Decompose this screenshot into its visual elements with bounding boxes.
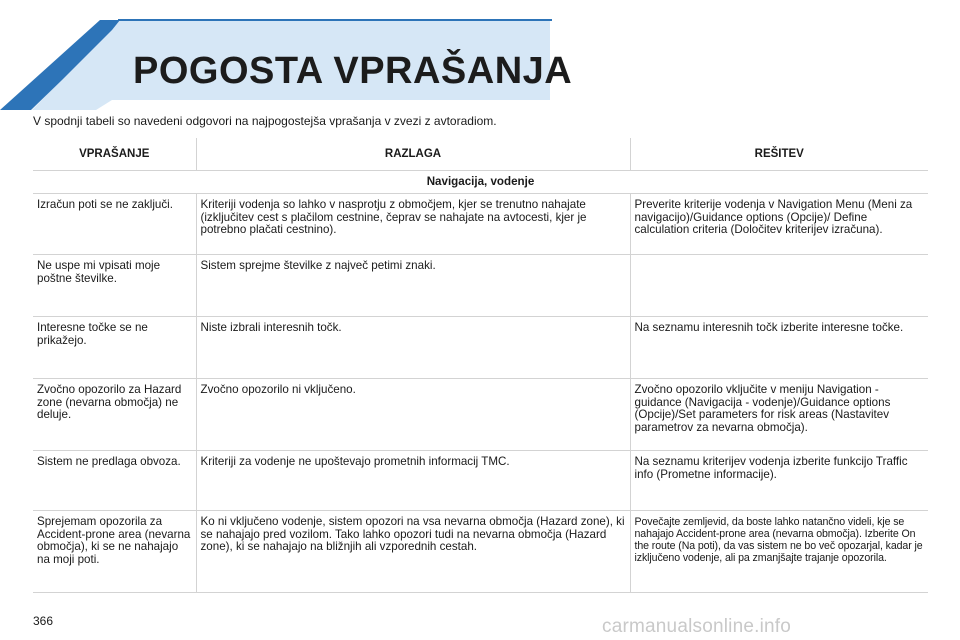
column-header-question: VPRAŠANJE — [33, 138, 196, 171]
table-header-row — [33, 138, 928, 171]
solution-cell: Preverite kriterije vodenja v Navigation Menu (Meni za navigacijo)/Guidance options (Opcije)/ Define calculation criteria (Določitev kriterijev izračuna). — [630, 194, 928, 255]
section-row — [33, 171, 928, 194]
watermark-text: carmanualsonline.info — [602, 616, 792, 637]
question-cell: Sistem ne predlaga obvoza. — [33, 451, 196, 511]
column-header-solution: REŠITEV — [630, 138, 928, 171]
table-row — [33, 451, 928, 511]
solution-cell: Povečajte zemljevid, da boste lahko natančno videli, kje se nahajajo Accident-prone area (nevarna območja). Izberite On the route (Na poti), da vas sistem ne bo več opozarjal, kadar je izključeno vodenje, ali pa zmanjšajte trajanje opozorila. — [630, 511, 928, 593]
question-cell: Interesne točke se ne prikažejo. — [33, 317, 196, 379]
faq-table — [33, 138, 928, 593]
intro-text: V spodnji tabeli so navedeni odgovori na najpogostejša vprašanja v zvezi z avtoradiom. — [33, 114, 497, 128]
page-title: POGOSTA VPRAŠANJA — [133, 50, 573, 92]
table-row — [33, 255, 928, 317]
question-cell: Sprejemam opozorila za Accident-prone area (nevarna območja), ki se ne nahajajo na moji poti. — [33, 511, 196, 593]
question-cell: Izračun poti se ne zaključi. — [33, 194, 196, 255]
table-row — [33, 511, 928, 593]
page-header-banner — [0, 0, 960, 110]
question-cell: Ne uspe mi vpisati moje poštne številke. — [33, 255, 196, 317]
table-row — [33, 317, 928, 379]
section-title: Navigacija, vodenje — [33, 171, 928, 194]
explanation-cell: Sistem sprejme številke z največ petimi znaki. — [196, 255, 630, 317]
solution-cell: Na seznamu kriterijev vodenja izberite funkcijo Traffic info (Prometne informacije). — [630, 451, 928, 511]
explanation-cell: Zvočno opozorilo ni vključeno. — [196, 379, 630, 451]
explanation-cell: Kriteriji za vodenje ne upoštevajo prometnih informacij TMC. — [196, 451, 630, 511]
explanation-cell: Kriteriji vodenja so lahko v nasprotju z območjem, kjer se trenutno nahajate (izključitev cest s plačilom cestnine, čeprav se nahajate na avtocesti, kjer je potrebno plačati cestnino). — [196, 194, 630, 255]
table-row — [33, 194, 928, 255]
explanation-cell: Ko ni vključeno vodenje, sistem opozori na vsa nevarna območja (Hazard zone), ki se nahajajo pred vozilom. Tako lahko opozori tudi na nevarna območja (Hazard zone), ki se nahajajo na bližnjih ali vzporednih cestah. — [196, 511, 630, 593]
solution-cell: Na seznamu interesnih točk izberite interesne točke. — [630, 317, 928, 379]
explanation-cell: Niste izbrali interesnih točk. — [196, 317, 630, 379]
question-cell: Zvočno opozorilo za Hazard zone (nevarna območja) ne deluje. — [33, 379, 196, 451]
solution-cell — [630, 255, 928, 317]
table-row — [33, 379, 928, 451]
column-header-explanation: RAZLAGA — [196, 138, 630, 171]
page-number: 366 — [33, 614, 54, 628]
solution-cell: Zvočno opozorilo vključite v meniju Navigation - guidance (Navigacija - vodenje)/Guidance options (Opcije)/Set parameters for risk areas (Nastavitev parametrov za nevarna območja). — [630, 379, 928, 451]
